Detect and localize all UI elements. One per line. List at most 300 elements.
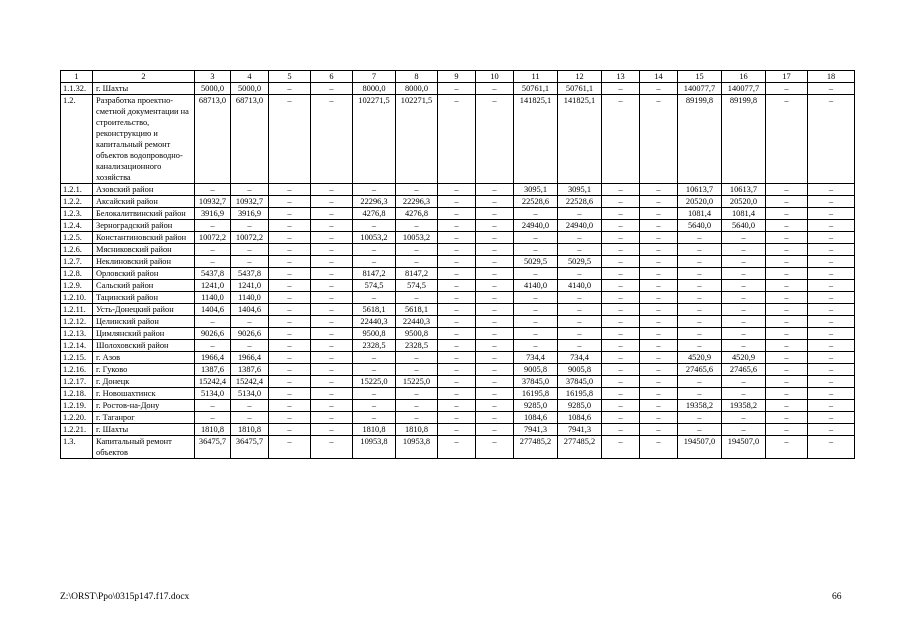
table-cell: –: [602, 328, 640, 340]
table-cell: –: [269, 280, 311, 292]
row-code: 1.2.15.: [61, 352, 93, 364]
table-cell: –: [678, 292, 722, 304]
table-cell: 15225,0: [353, 376, 396, 388]
row-code: 1.2.18.: [61, 388, 93, 400]
table-cell: –: [640, 352, 678, 364]
table-cell: –: [558, 328, 602, 340]
table-cell: –: [722, 304, 766, 316]
column-header: 11: [514, 71, 558, 83]
row-name: г. Ростов-на-Дону: [93, 400, 195, 412]
table-cell: –: [640, 328, 678, 340]
table-cell: –: [269, 364, 311, 376]
table-cell: –: [231, 244, 269, 256]
row-name: г. Шахты: [93, 424, 195, 436]
table-cell: 5640,0: [722, 220, 766, 232]
table-cell: 89199,8: [678, 95, 722, 184]
table-cell: –: [558, 232, 602, 244]
table-cell: 1810,8: [396, 424, 438, 436]
table-cell: –: [396, 184, 438, 196]
table-cell: 4140,0: [558, 280, 602, 292]
table-cell: –: [438, 412, 476, 424]
table-cell: –: [195, 400, 231, 412]
table-row: [61, 316, 855, 328]
table-row: [61, 184, 855, 196]
row-code: 1.2.11.: [61, 304, 93, 316]
table-cell: –: [231, 256, 269, 268]
table-cell: –: [766, 256, 808, 268]
table-cell: –: [311, 424, 353, 436]
table-cell: 15242,4: [231, 376, 269, 388]
table-cell: –: [640, 244, 678, 256]
table-cell: –: [640, 83, 678, 95]
table-cell: 5000,0: [195, 83, 231, 95]
table-row: [61, 208, 855, 220]
table-cell: 1810,8: [195, 424, 231, 436]
table-cell: –: [640, 256, 678, 268]
table-cell: 3095,1: [558, 184, 602, 196]
row-code: 1.2.17.: [61, 376, 93, 388]
table-cell: –: [640, 280, 678, 292]
row-code: 1.2.: [61, 95, 93, 184]
table-cell: –: [231, 184, 269, 196]
row-code: 1.2.20.: [61, 412, 93, 424]
table-cell: –: [602, 436, 640, 459]
table-cell: 10953,8: [353, 436, 396, 459]
table-cell: 16195,8: [558, 388, 602, 400]
row-name: г. Шахты: [93, 83, 195, 95]
table-cell: –: [353, 220, 396, 232]
table-cell: –: [514, 340, 558, 352]
table-cell: –: [808, 364, 855, 376]
table-cell: –: [438, 184, 476, 196]
table-cell: –: [476, 400, 514, 412]
table-cell: –: [640, 220, 678, 232]
table-cell: 574,5: [396, 280, 438, 292]
table-cell: 734,4: [514, 352, 558, 364]
table-cell: –: [640, 304, 678, 316]
table-cell: 15225,0: [396, 376, 438, 388]
table-cell: 1404,6: [231, 304, 269, 316]
table-cell: –: [514, 328, 558, 340]
table-cell: 68713,0: [231, 95, 269, 184]
table-cell: –: [808, 376, 855, 388]
row-name: Капитальный ремонт объектов: [93, 436, 195, 459]
table-cell: –: [311, 352, 353, 364]
table-cell: –: [514, 208, 558, 220]
table-cell: –: [678, 340, 722, 352]
table-cell: –: [438, 256, 476, 268]
table-cell: 22296,3: [396, 196, 438, 208]
row-code: 1.2.5.: [61, 232, 93, 244]
table-cell: –: [195, 244, 231, 256]
table-cell: –: [353, 292, 396, 304]
table-row: [61, 340, 855, 352]
table-cell: –: [476, 340, 514, 352]
table-cell: –: [766, 364, 808, 376]
table-cell: 8000,0: [353, 83, 396, 95]
table-cell: –: [476, 364, 514, 376]
table-cell: –: [602, 352, 640, 364]
table-cell: –: [311, 280, 353, 292]
table-cell: –: [640, 388, 678, 400]
table-cell: –: [808, 268, 855, 280]
table-cell: –: [808, 208, 855, 220]
table-cell: 102271,5: [396, 95, 438, 184]
row-code: 1.2.4.: [61, 220, 93, 232]
table-cell: 22440,3: [353, 316, 396, 328]
table-cell: –: [476, 316, 514, 328]
table-cell: –: [311, 304, 353, 316]
table-cell: –: [766, 268, 808, 280]
table-cell: –: [438, 388, 476, 400]
table-row: [61, 280, 855, 292]
table-cell: –: [808, 436, 855, 459]
table-cell: –: [311, 292, 353, 304]
column-header: 5: [269, 71, 311, 83]
table-cell: –: [678, 316, 722, 328]
table-cell: 10072,2: [195, 232, 231, 244]
table-cell: –: [514, 304, 558, 316]
table-cell: –: [269, 400, 311, 412]
table-cell: 5134,0: [195, 388, 231, 400]
table-cell: –: [476, 220, 514, 232]
table-cell: –: [195, 256, 231, 268]
table-cell: –: [722, 316, 766, 328]
column-header: 15: [678, 71, 722, 83]
table-cell: –: [766, 400, 808, 412]
table-cell: 1966,4: [231, 352, 269, 364]
table-cell: –: [269, 316, 311, 328]
table-cell: 68713,0: [195, 95, 231, 184]
table-cell: –: [640, 340, 678, 352]
table-cell: 1387,6: [231, 364, 269, 376]
table-cell: –: [311, 412, 353, 424]
table-cell: 102271,5: [353, 95, 396, 184]
table-cell: –: [396, 292, 438, 304]
table-cell: –: [476, 388, 514, 400]
table-row: [61, 244, 855, 256]
table-cell: –: [602, 316, 640, 328]
table-cell: 194507,0: [678, 436, 722, 459]
footer-file-path: Z:\ORST\Ppo\0315p147.f17.docx: [60, 592, 190, 602]
table-cell: –: [195, 220, 231, 232]
table-header-row: [61, 71, 855, 83]
table-cell: –: [476, 232, 514, 244]
table-cell: 8147,2: [353, 268, 396, 280]
table-cell: –: [195, 412, 231, 424]
table-cell: –: [678, 424, 722, 436]
table-cell: –: [766, 436, 808, 459]
table-cell: 24940,0: [558, 220, 602, 232]
row-name: Белокалитвинский район: [93, 208, 195, 220]
table-cell: 10932,7: [195, 196, 231, 208]
row-name: Азовский район: [93, 184, 195, 196]
table-cell: –: [396, 220, 438, 232]
table-cell: –: [640, 292, 678, 304]
table-cell: 1140,0: [231, 292, 269, 304]
table-cell: 5029,5: [514, 256, 558, 268]
table-cell: 734,4: [558, 352, 602, 364]
column-header: 6: [311, 71, 353, 83]
row-code: 1.2.21.: [61, 424, 93, 436]
table-cell: –: [269, 328, 311, 340]
table-cell: –: [678, 268, 722, 280]
row-name: г. Таганрог: [93, 412, 195, 424]
table-cell: 8147,2: [396, 268, 438, 280]
table-cell: –: [808, 328, 855, 340]
table-cell: 22528,6: [514, 196, 558, 208]
table-cell: –: [396, 412, 438, 424]
table-cell: –: [722, 292, 766, 304]
table-row: [61, 196, 855, 208]
table-cell: –: [269, 376, 311, 388]
table-cell: –: [438, 220, 476, 232]
table-cell: 5000,0: [231, 83, 269, 95]
table-cell: –: [438, 83, 476, 95]
table-cell: –: [311, 364, 353, 376]
table-cell: –: [311, 400, 353, 412]
table-cell: –: [602, 83, 640, 95]
table-cell: –: [602, 280, 640, 292]
table-cell: –: [476, 83, 514, 95]
table-cell: 1241,0: [231, 280, 269, 292]
table-cell: –: [722, 376, 766, 388]
table-cell: –: [558, 340, 602, 352]
table-cell: –: [602, 256, 640, 268]
table-cell: 5437,8: [231, 268, 269, 280]
table-cell: 15242,4: [195, 376, 231, 388]
table-cell: –: [311, 256, 353, 268]
table-cell: –: [808, 292, 855, 304]
table-cell: 4276,8: [353, 208, 396, 220]
table-cell: –: [438, 280, 476, 292]
table-cell: 9026,6: [195, 328, 231, 340]
table-cell: –: [808, 304, 855, 316]
table-cell: –: [808, 83, 855, 95]
column-header: 7: [353, 71, 396, 83]
table-cell: 8000,0: [396, 83, 438, 95]
budget-table: [60, 70, 855, 459]
table-cell: –: [766, 328, 808, 340]
table-cell: –: [438, 328, 476, 340]
table-cell: –: [269, 95, 311, 184]
table-cell: –: [640, 196, 678, 208]
table-cell: –: [231, 316, 269, 328]
row-name: Усть-Донецкий район: [93, 304, 195, 316]
table-cell: –: [808, 316, 855, 328]
row-code: 1.2.13.: [61, 328, 93, 340]
table-cell: –: [640, 95, 678, 184]
table-cell: –: [766, 208, 808, 220]
table-cell: –: [438, 292, 476, 304]
table-cell: –: [678, 232, 722, 244]
table-cell: –: [476, 412, 514, 424]
table-cell: –: [602, 364, 640, 376]
table-cell: 4140,0: [514, 280, 558, 292]
table-cell: –: [476, 268, 514, 280]
row-name: г. Новошахтинск: [93, 388, 195, 400]
table-cell: –: [602, 196, 640, 208]
row-name: Шолоховский район: [93, 340, 195, 352]
table-cell: –: [438, 95, 476, 184]
table-cell: 1810,8: [353, 424, 396, 436]
table-cell: –: [311, 244, 353, 256]
table-cell: –: [311, 436, 353, 459]
table-cell: 10053,2: [353, 232, 396, 244]
table-cell: 1241,0: [195, 280, 231, 292]
table-cell: –: [353, 412, 396, 424]
table-cell: 5618,1: [353, 304, 396, 316]
table-cell: –: [269, 208, 311, 220]
table-cell: –: [722, 256, 766, 268]
row-name: Аксайский район: [93, 196, 195, 208]
table-row: [61, 376, 855, 388]
row-code: 1.1.32.: [61, 83, 93, 95]
table-row: [61, 292, 855, 304]
table-cell: –: [808, 340, 855, 352]
table-cell: –: [640, 316, 678, 328]
table-cell: –: [438, 268, 476, 280]
table-cell: –: [269, 340, 311, 352]
row-name: Орловский район: [93, 268, 195, 280]
table-cell: –: [269, 83, 311, 95]
table-cell: –: [766, 280, 808, 292]
table-cell: 37845,0: [558, 376, 602, 388]
table-cell: 140077,7: [678, 83, 722, 95]
table-cell: –: [722, 232, 766, 244]
table-cell: –: [640, 424, 678, 436]
table-cell: –: [476, 244, 514, 256]
table-cell: 3916,9: [231, 208, 269, 220]
table-cell: –: [602, 376, 640, 388]
table-cell: –: [808, 95, 855, 184]
column-header: 1: [61, 71, 93, 83]
table-cell: –: [311, 196, 353, 208]
table-cell: –: [678, 280, 722, 292]
column-header: 12: [558, 71, 602, 83]
table-cell: –: [808, 388, 855, 400]
table-cell: –: [602, 95, 640, 184]
table-cell: 5029,5: [558, 256, 602, 268]
column-header: 2: [93, 71, 195, 83]
table-cell: –: [602, 208, 640, 220]
row-name: г. Азов: [93, 352, 195, 364]
table-cell: –: [640, 268, 678, 280]
table-cell: 9500,8: [353, 328, 396, 340]
table-cell: 5640,0: [678, 220, 722, 232]
table-cell: –: [311, 328, 353, 340]
row-name: Константиновский район: [93, 232, 195, 244]
row-code: 1.2.19.: [61, 400, 93, 412]
table-cell: 27465,6: [722, 364, 766, 376]
table-cell: 1810,8: [231, 424, 269, 436]
table-cell: –: [766, 424, 808, 436]
table-cell: –: [231, 220, 269, 232]
table-cell: –: [396, 256, 438, 268]
table-cell: –: [438, 316, 476, 328]
table-cell: –: [311, 232, 353, 244]
table-cell: –: [353, 352, 396, 364]
row-name: Цимлянский район: [93, 328, 195, 340]
table-cell: –: [476, 256, 514, 268]
table-cell: –: [311, 208, 353, 220]
row-code: 1.2.9.: [61, 280, 93, 292]
table-row: [61, 268, 855, 280]
row-name: г. Гуково: [93, 364, 195, 376]
table-cell: –: [766, 220, 808, 232]
table-cell: 20520,0: [678, 196, 722, 208]
table-cell: –: [808, 184, 855, 196]
table-cell: 22296,3: [353, 196, 396, 208]
table-cell: –: [602, 412, 640, 424]
row-code: 1.2.7.: [61, 256, 93, 268]
table-cell: –: [353, 256, 396, 268]
table-cell: –: [766, 244, 808, 256]
table-cell: –: [514, 292, 558, 304]
row-name: Сальский район: [93, 280, 195, 292]
table-cell: –: [766, 340, 808, 352]
table-cell: –: [195, 340, 231, 352]
row-code: 1.2.3.: [61, 208, 93, 220]
table-cell: –: [353, 364, 396, 376]
table-cell: 10613,7: [722, 184, 766, 196]
table-cell: 1387,6: [195, 364, 231, 376]
table-cell: 10072,2: [231, 232, 269, 244]
table-cell: –: [269, 256, 311, 268]
table-cell: –: [438, 196, 476, 208]
table-cell: –: [678, 256, 722, 268]
table-cell: –: [438, 376, 476, 388]
table-cell: –: [808, 256, 855, 268]
column-header: 17: [766, 71, 808, 83]
table-cell: –: [678, 244, 722, 256]
table-cell: –: [640, 376, 678, 388]
table-row: [61, 364, 855, 376]
table-cell: 27465,6: [678, 364, 722, 376]
table-cell: –: [602, 340, 640, 352]
table-cell: –: [602, 400, 640, 412]
table-cell: 141825,1: [514, 95, 558, 184]
table-cell: –: [602, 292, 640, 304]
table-cell: –: [602, 304, 640, 316]
table-cell: –: [602, 388, 640, 400]
table-cell: 4520,9: [678, 352, 722, 364]
table-cell: –: [808, 352, 855, 364]
table-cell: –: [722, 412, 766, 424]
table-cell: 22528,6: [558, 196, 602, 208]
table-cell: –: [476, 424, 514, 436]
table-cell: 1140,0: [195, 292, 231, 304]
table-cell: –: [766, 292, 808, 304]
table-cell: –: [269, 232, 311, 244]
table-cell: –: [766, 95, 808, 184]
table-cell: 4276,8: [396, 208, 438, 220]
table-cell: –: [808, 244, 855, 256]
table-cell: –: [602, 268, 640, 280]
row-name: Мясниковский район: [93, 244, 195, 256]
table-cell: –: [353, 400, 396, 412]
table-cell: –: [311, 376, 353, 388]
table-cell: –: [476, 352, 514, 364]
table-cell: 10613,7: [678, 184, 722, 196]
table-cell: –: [311, 340, 353, 352]
table-cell: –: [640, 208, 678, 220]
table-cell: 7941,3: [558, 424, 602, 436]
table-cell: 1081,4: [678, 208, 722, 220]
table-cell: 2328,5: [353, 340, 396, 352]
table-cell: 5134,0: [231, 388, 269, 400]
table-cell: –: [476, 280, 514, 292]
